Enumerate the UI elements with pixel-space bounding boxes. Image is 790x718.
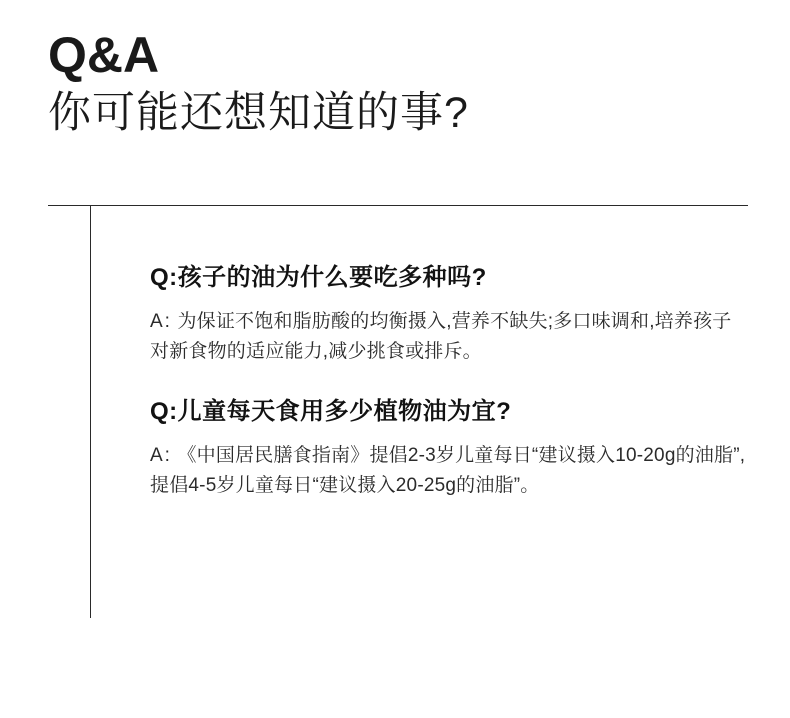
qa-item xyxy=(150,396,750,500)
qa-answer xyxy=(150,441,750,500)
page-subtitle: 你可能还想知道的事? xyxy=(48,89,469,137)
qa-question: Q:儿童每天食用多少植物油为宜? xyxy=(150,398,512,426)
qa-list xyxy=(150,262,750,530)
page-title: Q&A xyxy=(48,27,160,83)
vertical-divider xyxy=(90,206,91,618)
qa-question: Q:孩子的油为什么要吃多种吗? xyxy=(150,264,487,291)
qa-answer-text: 为保证不饱和脂肪酸的均衡摄入,营养不缺失;多口味调和,培养孩子对新食物的适应能力,减少挑食或排斥。 xyxy=(150,311,732,362)
qa-item xyxy=(150,262,750,366)
qa-answer xyxy=(150,307,750,366)
horizontal-divider xyxy=(48,205,748,206)
qa-answer-text: 《中国居民膳食指南》提倡2-3岁儿童每日“建议摄入10-20g的油脂”,提倡4-5岁儿童每日“建议摄入20-25g的油脂”。 xyxy=(150,445,746,496)
qa-answer-label: A: xyxy=(150,311,172,333)
page-header xyxy=(48,28,748,141)
qa-answer-label: A: xyxy=(150,445,172,467)
